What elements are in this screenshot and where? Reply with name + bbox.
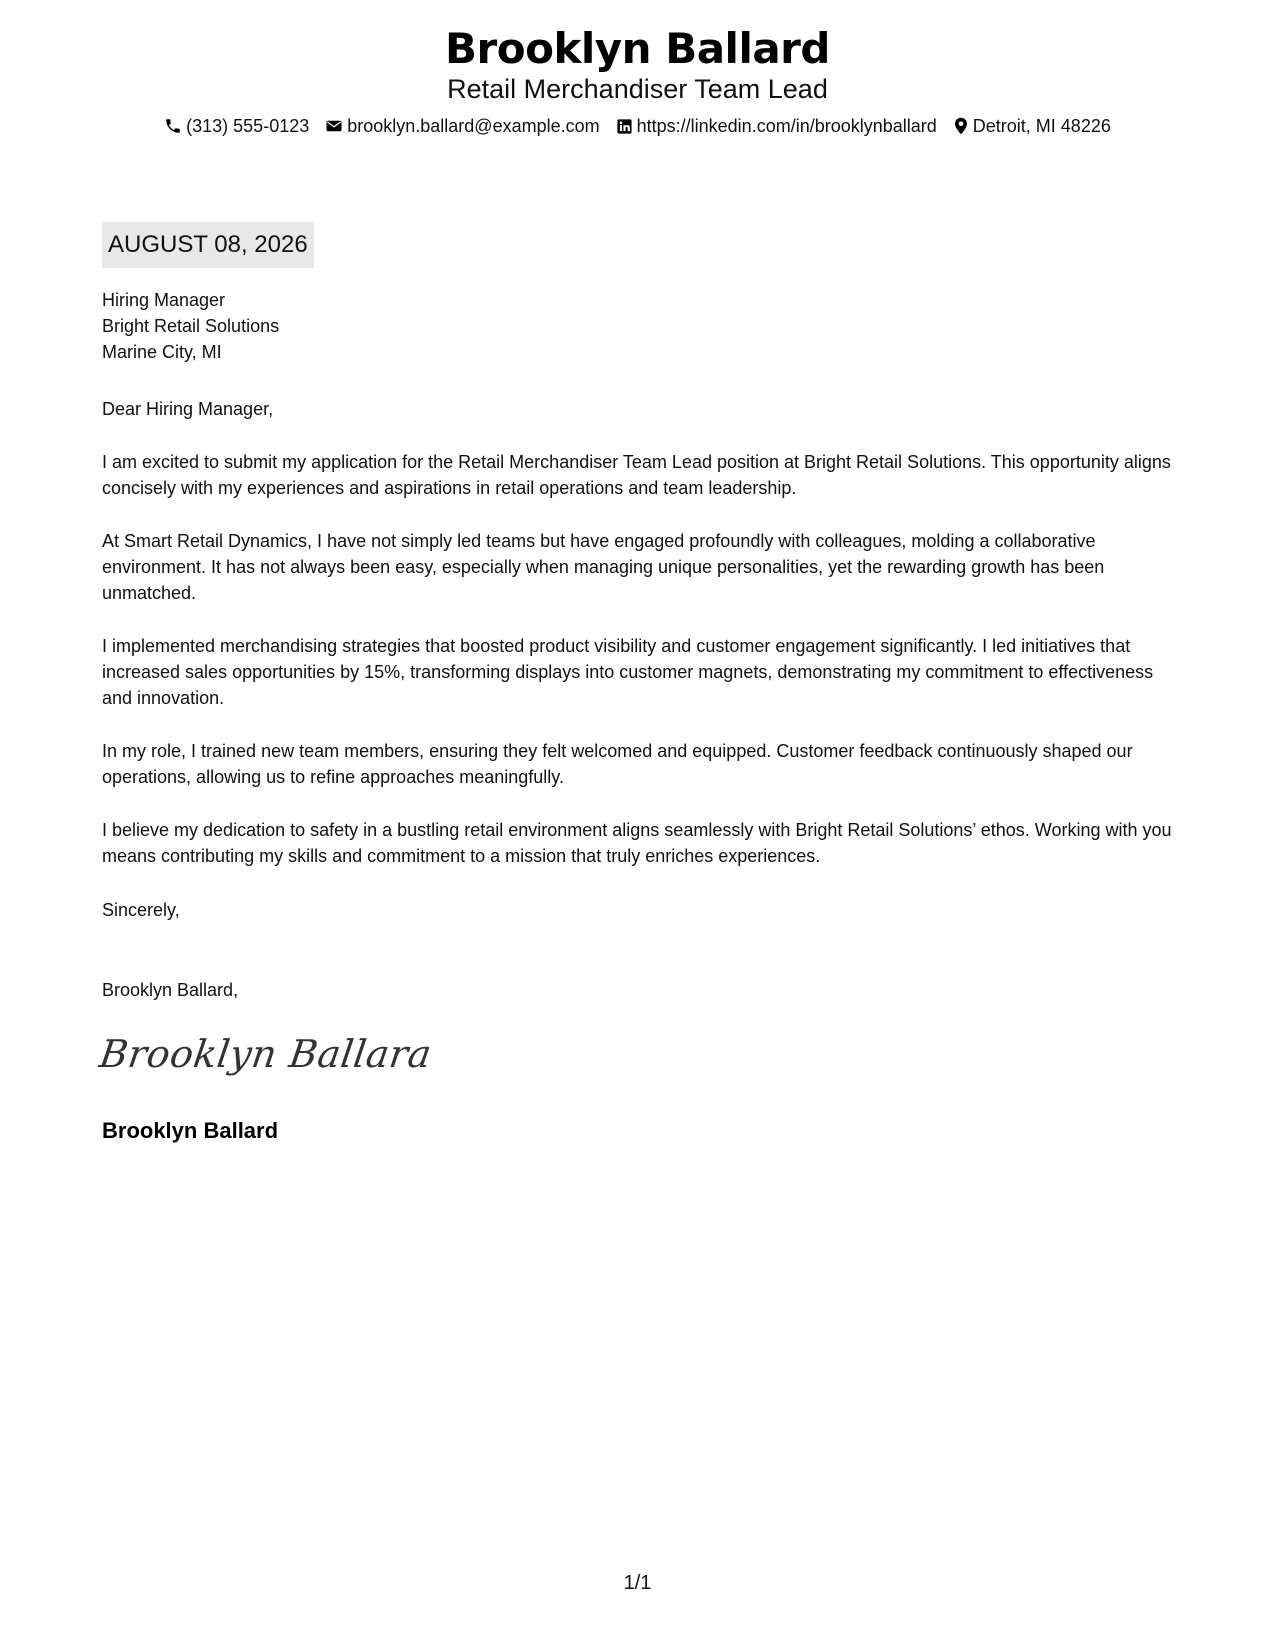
body-paragraph: In my role, I trained new team members, ensuring they felt welcomed and equipped. Customer feedback continuously shaped our operations, allowing us to refine approaches meaningfully. bbox=[102, 741, 1133, 787]
salutation: Dear Hiring Manager, bbox=[102, 399, 274, 419]
signed-name: Brooklyn Ballard bbox=[102, 1118, 279, 1143]
location-text: Detroit, MI 48226 bbox=[972, 116, 1111, 136]
phone-icon bbox=[164, 117, 182, 135]
body-paragraph: I implemented merchandising strategies that boosted product visibility and customer engagement significantly. I led initiatives that increased sales opportunities by 15%, transforming displays into customer magnets, demonstrating my commitment to effectiveness and innovation. bbox=[102, 636, 1154, 708]
contact-linkedin[interactable] bbox=[616, 114, 937, 138]
letter-header bbox=[0, 22, 1275, 138]
applicant-role: Retail Merchandiser Team Lead bbox=[447, 74, 828, 104]
letter-body bbox=[102, 396, 1182, 896]
linkedin-icon bbox=[616, 118, 633, 135]
recipient-company: Bright Retail Solutions bbox=[102, 316, 280, 336]
contact-phone bbox=[164, 114, 309, 138]
contact-bar bbox=[0, 114, 1275, 138]
body-paragraph: I believe my dedication to safety in a bustling retail environment aligns seamlessly with Bright Retail Solutions’ ethos. Working with you means contributing my skills and commitment to a mission that truly enriches experiences. bbox=[102, 820, 1172, 866]
closing-line: Sincerely, bbox=[102, 900, 180, 920]
sender-line: Brooklyn Ballard, bbox=[102, 980, 239, 1000]
recipient-title: Hiring Manager bbox=[102, 290, 226, 310]
map-pin-icon bbox=[953, 117, 969, 135]
phone-text: (313) 555-0123 bbox=[186, 116, 310, 136]
body-paragraph: At Smart Retail Dynamics, I have not simply led teams but have engaged profoundly with colleagues, molding a collaborative environment. It has not always been easy, especially when managing unique personalities, yet the rewarding growth has been unmatched. bbox=[102, 531, 1105, 603]
email-text[interactable]: brooklyn.ballard@example.com bbox=[347, 116, 600, 136]
contact-location bbox=[953, 114, 1111, 138]
linkedin-text[interactable]: https://linkedin.com/in/brooklynballard bbox=[636, 116, 937, 136]
recipient-block bbox=[102, 287, 279, 365]
recipient-location: Marine City, MI bbox=[102, 342, 222, 362]
page-number: 1/1 bbox=[623, 1572, 652, 1594]
letter-date: AUGUST 08, 2026 bbox=[102, 222, 314, 268]
applicant-name: Brooklyn Ballard bbox=[445, 24, 830, 73]
envelope-icon bbox=[325, 117, 343, 135]
contact-email[interactable] bbox=[325, 114, 599, 138]
handwritten-signature: Brooklyn Ballara bbox=[96, 1032, 435, 1076]
body-paragraph: I am excited to submit my application for the Retail Merchandiser Team Lead position at Bright Retail Solutions. This opportunity aligns concisely with my experiences and aspirations in retail operations and team leadership. bbox=[102, 452, 1171, 498]
